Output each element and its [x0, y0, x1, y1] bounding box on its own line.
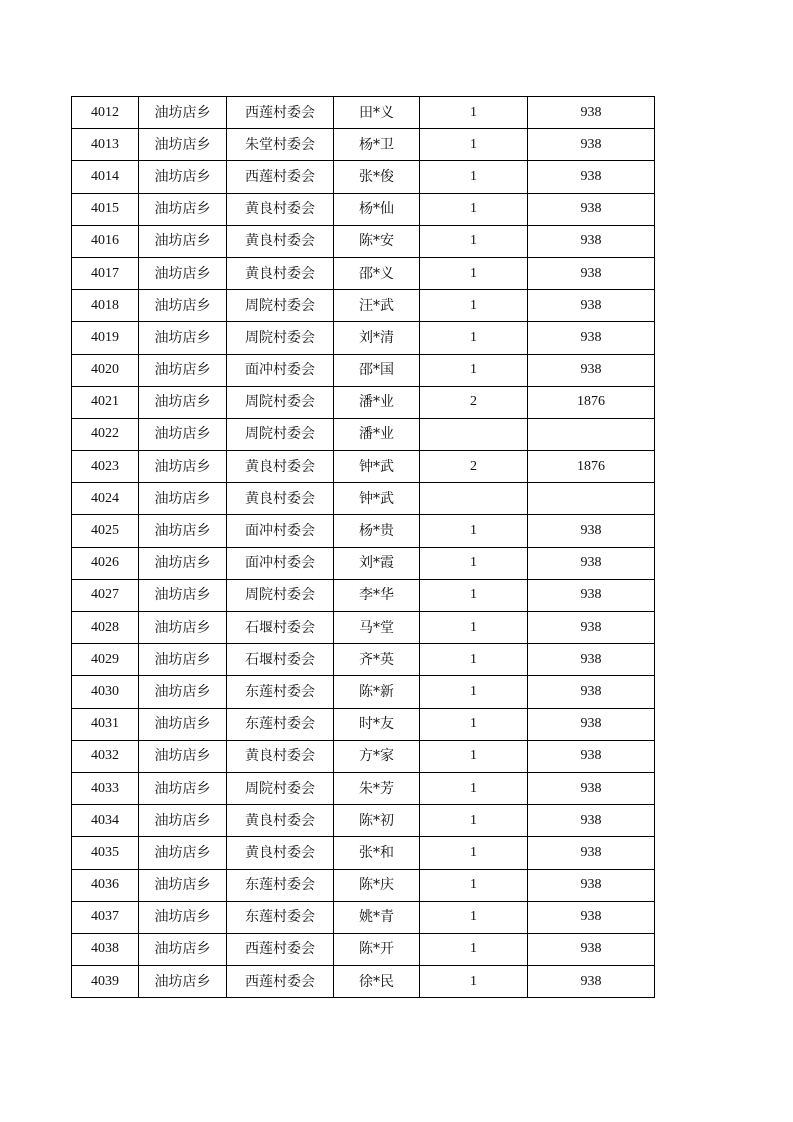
person-name-cell: 张*俊: [334, 161, 420, 193]
amount-cell: 938: [528, 837, 655, 869]
amount-cell: 938: [528, 676, 655, 708]
person-name-cell: 时*友: [334, 708, 420, 740]
amount-cell: 938: [528, 644, 655, 676]
row-number-cell: 4036: [72, 869, 139, 901]
village-committee-cell: 黄良村委会: [227, 483, 334, 515]
township-cell: 油坊店乡: [139, 676, 227, 708]
amount-cell: 938: [528, 805, 655, 837]
table-row: [72, 676, 655, 708]
amount-cell: 938: [528, 322, 655, 354]
count-cell: 1: [420, 644, 528, 676]
township-cell: 油坊店乡: [139, 547, 227, 579]
count-cell: 1: [420, 579, 528, 611]
township-cell: 油坊店乡: [139, 740, 227, 772]
table-row: [72, 837, 655, 869]
person-name-cell: 邵*义: [334, 257, 420, 289]
person-name-cell: 汪*武: [334, 290, 420, 322]
row-number-cell: 4034: [72, 805, 139, 837]
row-number-cell: 4015: [72, 193, 139, 225]
village-committee-cell: 朱堂村委会: [227, 129, 334, 161]
township-cell: 油坊店乡: [139, 966, 227, 998]
row-number-cell: 4028: [72, 612, 139, 644]
amount-cell: 938: [528, 97, 655, 129]
count-cell: 1: [420, 322, 528, 354]
table-row: [72, 354, 655, 386]
table-row: [72, 515, 655, 547]
person-name-cell: 徐*民: [334, 966, 420, 998]
count-cell: 1: [420, 193, 528, 225]
row-number-cell: 4038: [72, 933, 139, 965]
person-name-cell: 钟*武: [334, 451, 420, 483]
count-cell: 1: [420, 869, 528, 901]
person-name-cell: 陈*开: [334, 933, 420, 965]
township-cell: 油坊店乡: [139, 837, 227, 869]
person-name-cell: 田*义: [334, 97, 420, 129]
person-name-cell: 杨*卫: [334, 129, 420, 161]
person-name-cell: 陈*初: [334, 805, 420, 837]
row-number-cell: 4014: [72, 161, 139, 193]
township-cell: 油坊店乡: [139, 612, 227, 644]
count-cell: 1: [420, 966, 528, 998]
person-name-cell: 刘*清: [334, 322, 420, 354]
amount-cell: 938: [528, 869, 655, 901]
amount-cell: 938: [528, 129, 655, 161]
person-name-cell: 杨*贵: [334, 515, 420, 547]
amount-cell: [528, 418, 655, 450]
row-number-cell: 4023: [72, 451, 139, 483]
township-cell: 油坊店乡: [139, 257, 227, 289]
village-committee-cell: 黄良村委会: [227, 451, 334, 483]
count-cell: 1: [420, 740, 528, 772]
amount-cell: 938: [528, 772, 655, 804]
amount-cell: [528, 483, 655, 515]
table-row: [72, 322, 655, 354]
amount-cell: 1876: [528, 451, 655, 483]
township-cell: 油坊店乡: [139, 161, 227, 193]
village-committee-cell: 面冲村委会: [227, 354, 334, 386]
count-cell: 1: [420, 772, 528, 804]
count-cell: 1: [420, 837, 528, 869]
table-row: [72, 193, 655, 225]
count-cell: 1: [420, 612, 528, 644]
village-committee-cell: 西莲村委会: [227, 966, 334, 998]
village-committee-cell: 东莲村委会: [227, 869, 334, 901]
table-row: [72, 933, 655, 965]
count-cell: 1: [420, 290, 528, 322]
township-cell: 油坊店乡: [139, 901, 227, 933]
person-name-cell: 张*和: [334, 837, 420, 869]
row-number-cell: 4020: [72, 354, 139, 386]
amount-cell: 938: [528, 515, 655, 547]
table-row: [72, 708, 655, 740]
village-committee-cell: 黄良村委会: [227, 837, 334, 869]
data-table: [71, 96, 655, 998]
person-name-cell: 刘*霞: [334, 547, 420, 579]
person-name-cell: 陈*庆: [334, 869, 420, 901]
village-committee-cell: 黄良村委会: [227, 805, 334, 837]
township-cell: 油坊店乡: [139, 708, 227, 740]
village-committee-cell: 西莲村委会: [227, 933, 334, 965]
amount-cell: 938: [528, 708, 655, 740]
table-row: [72, 579, 655, 611]
table-row: [72, 644, 655, 676]
township-cell: 油坊店乡: [139, 225, 227, 257]
table-row: [72, 869, 655, 901]
village-committee-cell: 黄良村委会: [227, 740, 334, 772]
village-committee-cell: 黄良村委会: [227, 257, 334, 289]
amount-cell: 938: [528, 966, 655, 998]
count-cell: 1: [420, 225, 528, 257]
row-number-cell: 4013: [72, 129, 139, 161]
village-committee-cell: 周院村委会: [227, 290, 334, 322]
count-cell: 2: [420, 451, 528, 483]
amount-cell: 938: [528, 161, 655, 193]
person-name-cell: 杨*仙: [334, 193, 420, 225]
amount-cell: 938: [528, 354, 655, 386]
table-row: [72, 740, 655, 772]
amount-cell: 938: [528, 740, 655, 772]
table-row: [72, 772, 655, 804]
count-cell: 1: [420, 901, 528, 933]
amount-cell: 938: [528, 901, 655, 933]
township-cell: 油坊店乡: [139, 386, 227, 418]
row-number-cell: 4024: [72, 483, 139, 515]
village-committee-cell: 周院村委会: [227, 772, 334, 804]
count-cell: 1: [420, 129, 528, 161]
township-cell: 油坊店乡: [139, 579, 227, 611]
table-row: [72, 418, 655, 450]
village-committee-cell: 黄良村委会: [227, 193, 334, 225]
table-row: [72, 129, 655, 161]
count-cell: 1: [420, 547, 528, 579]
table-row: [72, 451, 655, 483]
village-committee-cell: 东莲村委会: [227, 901, 334, 933]
township-cell: 油坊店乡: [139, 418, 227, 450]
township-cell: 油坊店乡: [139, 644, 227, 676]
count-cell: 2: [420, 386, 528, 418]
row-number-cell: 4021: [72, 386, 139, 418]
count-cell: 1: [420, 161, 528, 193]
township-cell: 油坊店乡: [139, 193, 227, 225]
village-committee-cell: 周院村委会: [227, 322, 334, 354]
table-row: [72, 225, 655, 257]
village-committee-cell: 西莲村委会: [227, 97, 334, 129]
amount-cell: 938: [528, 257, 655, 289]
table-row: [72, 257, 655, 289]
row-number-cell: 4037: [72, 901, 139, 933]
amount-cell: 938: [528, 193, 655, 225]
person-name-cell: 马*堂: [334, 612, 420, 644]
count-cell: 1: [420, 933, 528, 965]
row-number-cell: 4018: [72, 290, 139, 322]
count-cell: 1: [420, 257, 528, 289]
township-cell: 油坊店乡: [139, 129, 227, 161]
table-row: [72, 547, 655, 579]
township-cell: 油坊店乡: [139, 97, 227, 129]
row-number-cell: 4030: [72, 676, 139, 708]
township-cell: 油坊店乡: [139, 483, 227, 515]
table-body: [72, 97, 655, 998]
count-cell: [420, 418, 528, 450]
person-name-cell: 方*家: [334, 740, 420, 772]
table-row: [72, 612, 655, 644]
township-cell: 油坊店乡: [139, 354, 227, 386]
row-number-cell: 4035: [72, 837, 139, 869]
person-name-cell: 邵*国: [334, 354, 420, 386]
person-name-cell: 陈*安: [334, 225, 420, 257]
row-number-cell: 4017: [72, 257, 139, 289]
person-name-cell: 潘*业: [334, 386, 420, 418]
village-committee-cell: 东莲村委会: [227, 676, 334, 708]
township-cell: 油坊店乡: [139, 290, 227, 322]
amount-cell: 938: [528, 933, 655, 965]
amount-cell: 1876: [528, 386, 655, 418]
village-committee-cell: 黄良村委会: [227, 225, 334, 257]
person-name-cell: 姚*青: [334, 901, 420, 933]
row-number-cell: 4025: [72, 515, 139, 547]
row-number-cell: 4031: [72, 708, 139, 740]
township-cell: 油坊店乡: [139, 933, 227, 965]
village-committee-cell: 石堰村委会: [227, 612, 334, 644]
row-number-cell: 4026: [72, 547, 139, 579]
count-cell: 1: [420, 708, 528, 740]
table-row: [72, 386, 655, 418]
row-number-cell: 4019: [72, 322, 139, 354]
table-row: [72, 483, 655, 515]
township-cell: 油坊店乡: [139, 451, 227, 483]
amount-cell: 938: [528, 290, 655, 322]
amount-cell: 938: [528, 612, 655, 644]
table-row: [72, 966, 655, 998]
table-row: [72, 161, 655, 193]
row-number-cell: 4032: [72, 740, 139, 772]
person-name-cell: 钟*武: [334, 483, 420, 515]
count-cell: [420, 483, 528, 515]
row-number-cell: 4012: [72, 97, 139, 129]
township-cell: 油坊店乡: [139, 515, 227, 547]
table-row: [72, 290, 655, 322]
person-name-cell: 朱*芳: [334, 772, 420, 804]
village-committee-cell: 面冲村委会: [227, 547, 334, 579]
row-number-cell: 4039: [72, 966, 139, 998]
count-cell: 1: [420, 354, 528, 386]
village-committee-cell: 周院村委会: [227, 386, 334, 418]
row-number-cell: 4027: [72, 579, 139, 611]
amount-cell: 938: [528, 225, 655, 257]
amount-cell: 938: [528, 579, 655, 611]
table-row: [72, 805, 655, 837]
row-number-cell: 4029: [72, 644, 139, 676]
table-row: [72, 901, 655, 933]
count-cell: 1: [420, 515, 528, 547]
person-name-cell: 潘*业: [334, 418, 420, 450]
row-number-cell: 4033: [72, 772, 139, 804]
person-name-cell: 齐*英: [334, 644, 420, 676]
person-name-cell: 陈*新: [334, 676, 420, 708]
row-number-cell: 4016: [72, 225, 139, 257]
township-cell: 油坊店乡: [139, 772, 227, 804]
village-committee-cell: 周院村委会: [227, 579, 334, 611]
row-number-cell: 4022: [72, 418, 139, 450]
township-cell: 油坊店乡: [139, 322, 227, 354]
village-committee-cell: 面冲村委会: [227, 515, 334, 547]
table-row: [72, 97, 655, 129]
township-cell: 油坊店乡: [139, 869, 227, 901]
village-committee-cell: 石堰村委会: [227, 644, 334, 676]
village-committee-cell: 周院村委会: [227, 418, 334, 450]
amount-cell: 938: [528, 547, 655, 579]
count-cell: 1: [420, 805, 528, 837]
count-cell: 1: [420, 97, 528, 129]
village-committee-cell: 东莲村委会: [227, 708, 334, 740]
township-cell: 油坊店乡: [139, 805, 227, 837]
count-cell: 1: [420, 676, 528, 708]
person-name-cell: 李*华: [334, 579, 420, 611]
village-committee-cell: 西莲村委会: [227, 161, 334, 193]
